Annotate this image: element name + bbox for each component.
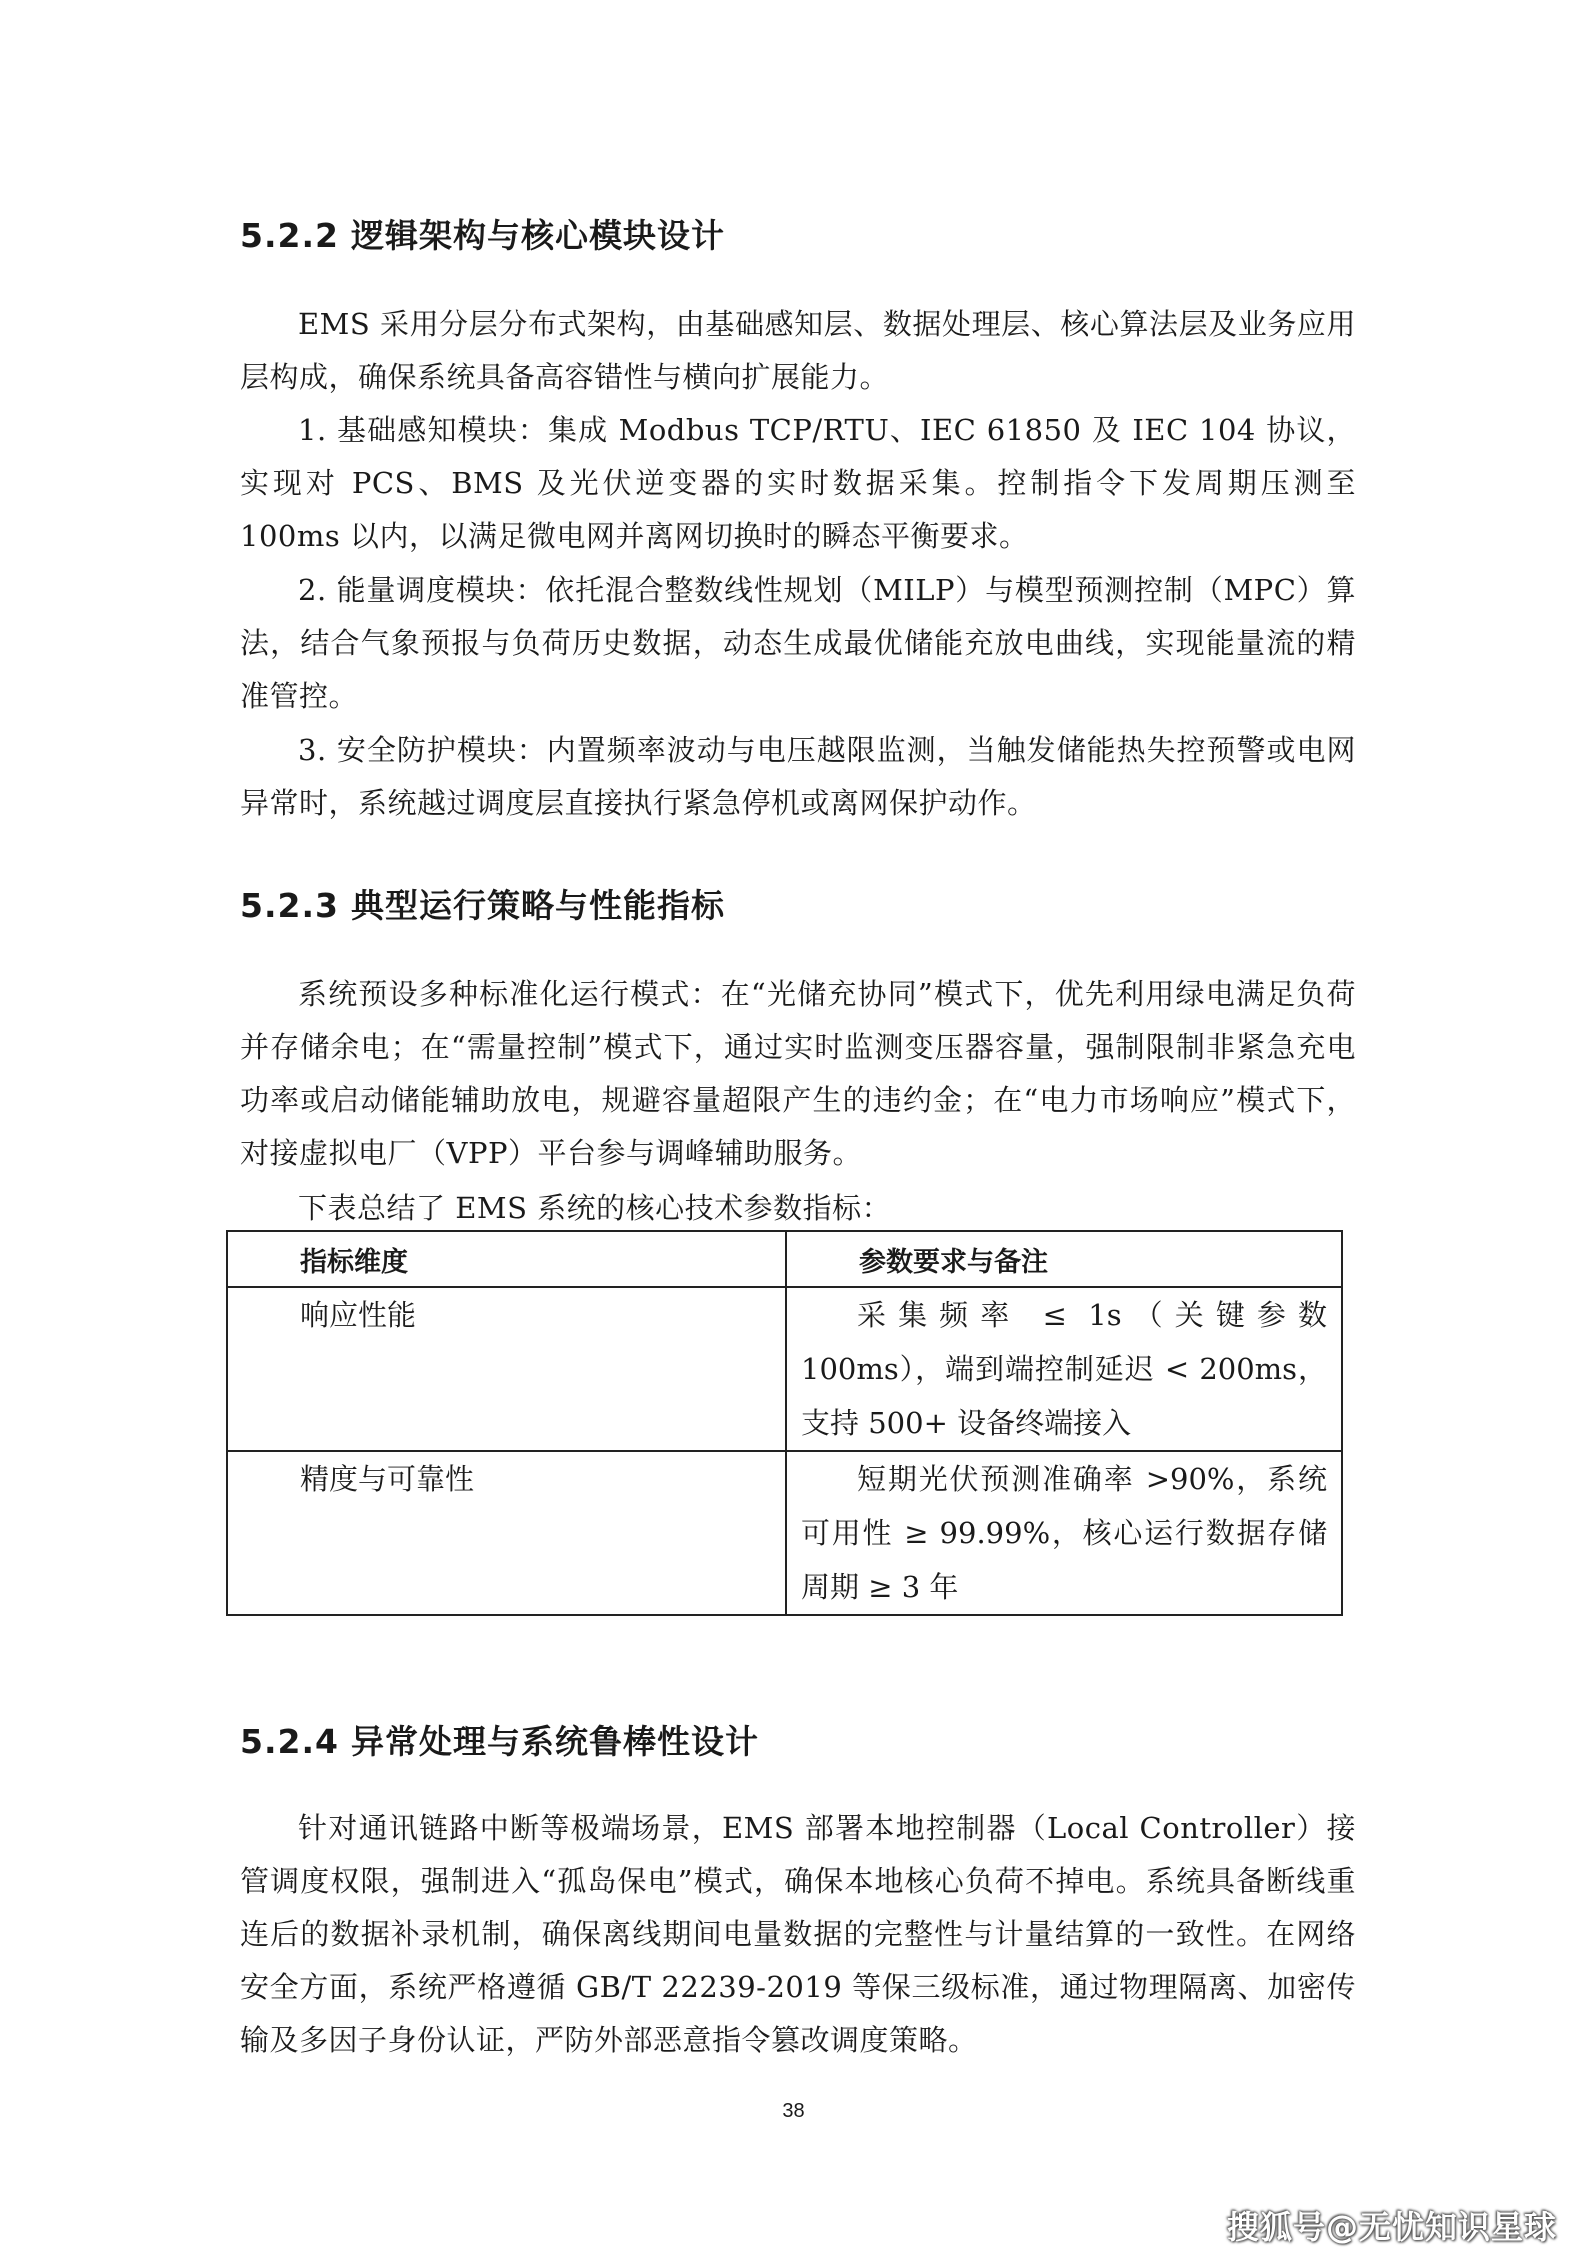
section-heading-524 <box>240 1716 759 1763</box>
list-item: 2. 能量调度模块：依托混合整数线性规划（MILP）与模型预测控制（MPC）算法，结合气象预报与负荷历史数据，动态生成最优储能充放电曲线，实现能量流的精准管控。 <box>240 573 1356 713</box>
table-cell-requirement: 短期光伏预测准确率 >90%，系统可用性 ≥ 99.99%，核心运行数据存储周期 ≥ 3 年 <box>786 1451 1342 1615</box>
table-caption: 下表总结了 EMS 系统的核心技术参数指标： <box>298 1191 892 1225</box>
list-item: 1. 基础感知模块：集成 Modbus TCP/RTU、IEC 61850 及 IEC 104 协议，实现对 PCS、BMS 及光伏逆变器的实时数据采集。控制指令下发周期压测至 100ms 以内，以满足微电网并离网切换时的瞬态平衡要求。 <box>240 413 1356 553</box>
paragraph: EMS 采用分层分布式架构，由基础感知层、数据处理层、核心算法层及业务应用层构成，确保系统具备高容错性与横向扩展能力。 <box>240 307 1356 394</box>
page-number: 38 <box>782 2100 805 2122</box>
paragraph: 系统预设多种标准化运行模式：在“光储充协同”模式下，优先利用绿电满足负荷并存储余电；在“需量控制”模式下，通过实时监测变压器容量，强制限制非紧急充电功率或启动储能辅助放电，规避容量超限产生的违约金；在“电力市场响应”模式下，对接虚拟电厂（VPP）平台参与调峰辅助服务。 <box>240 977 1356 1170</box>
table-cell-dimension: 响应性能 <box>227 1287 786 1451</box>
section-number: 5.2.2 <box>240 216 339 255</box>
table-header-row <box>227 1231 1342 1287</box>
table-header-cell: 指标维度 <box>227 1231 786 1287</box>
watermark: 搜狐号@无忧知识星球 <box>1226 2208 1557 2246</box>
table-row <box>227 1451 1342 1615</box>
table-header-cell: 参数要求与备注 <box>786 1231 1342 1287</box>
section-title: 异常处理与系统鲁棒性设计 <box>350 1722 759 1761</box>
paragraph: 针对通讯链路中断等极端场景，EMS 部署本地控制器（Local Controller）接管调度权限，强制进入“孤岛保电”模式，确保本地核心负荷不掉电。系统具备断线重连后的数据补录机制，确保离线期间电量数据的完整性与计量结算的一致性。在网络安全方面，系统严格遵循 GB/T 22239-2019 等保三级标准，通过物理隔离、加密传输及多因子身份认证，严防外部恶意指令篡改调度策略。 <box>240 1811 1356 2057</box>
table-cell-requirement: 采集频率 ≤ 1s（关键参数 100ms），端到端控制延迟 < 200ms，支持 500+ 设备终端接入 <box>786 1287 1342 1451</box>
parameter-table <box>226 1230 1343 1616</box>
section-number: 5.2.3 <box>240 886 339 925</box>
table-row <box>227 1287 1342 1451</box>
table-cell-dimension: 精度与可靠性 <box>227 1451 786 1615</box>
section-title: 典型运行策略与性能指标 <box>350 886 725 925</box>
list-item: 3. 安全防护模块：内置频率波动与电压越限监测，当触发储能热失控预警或电网异常时，系统越过调度层直接执行紧急停机或离网保护动作。 <box>240 733 1356 820</box>
section-number: 5.2.4 <box>240 1722 339 1761</box>
section-heading-522 <box>240 210 725 257</box>
section-title: 逻辑架构与核心模块设计 <box>350 216 725 255</box>
section-heading-523 <box>240 880 725 927</box>
